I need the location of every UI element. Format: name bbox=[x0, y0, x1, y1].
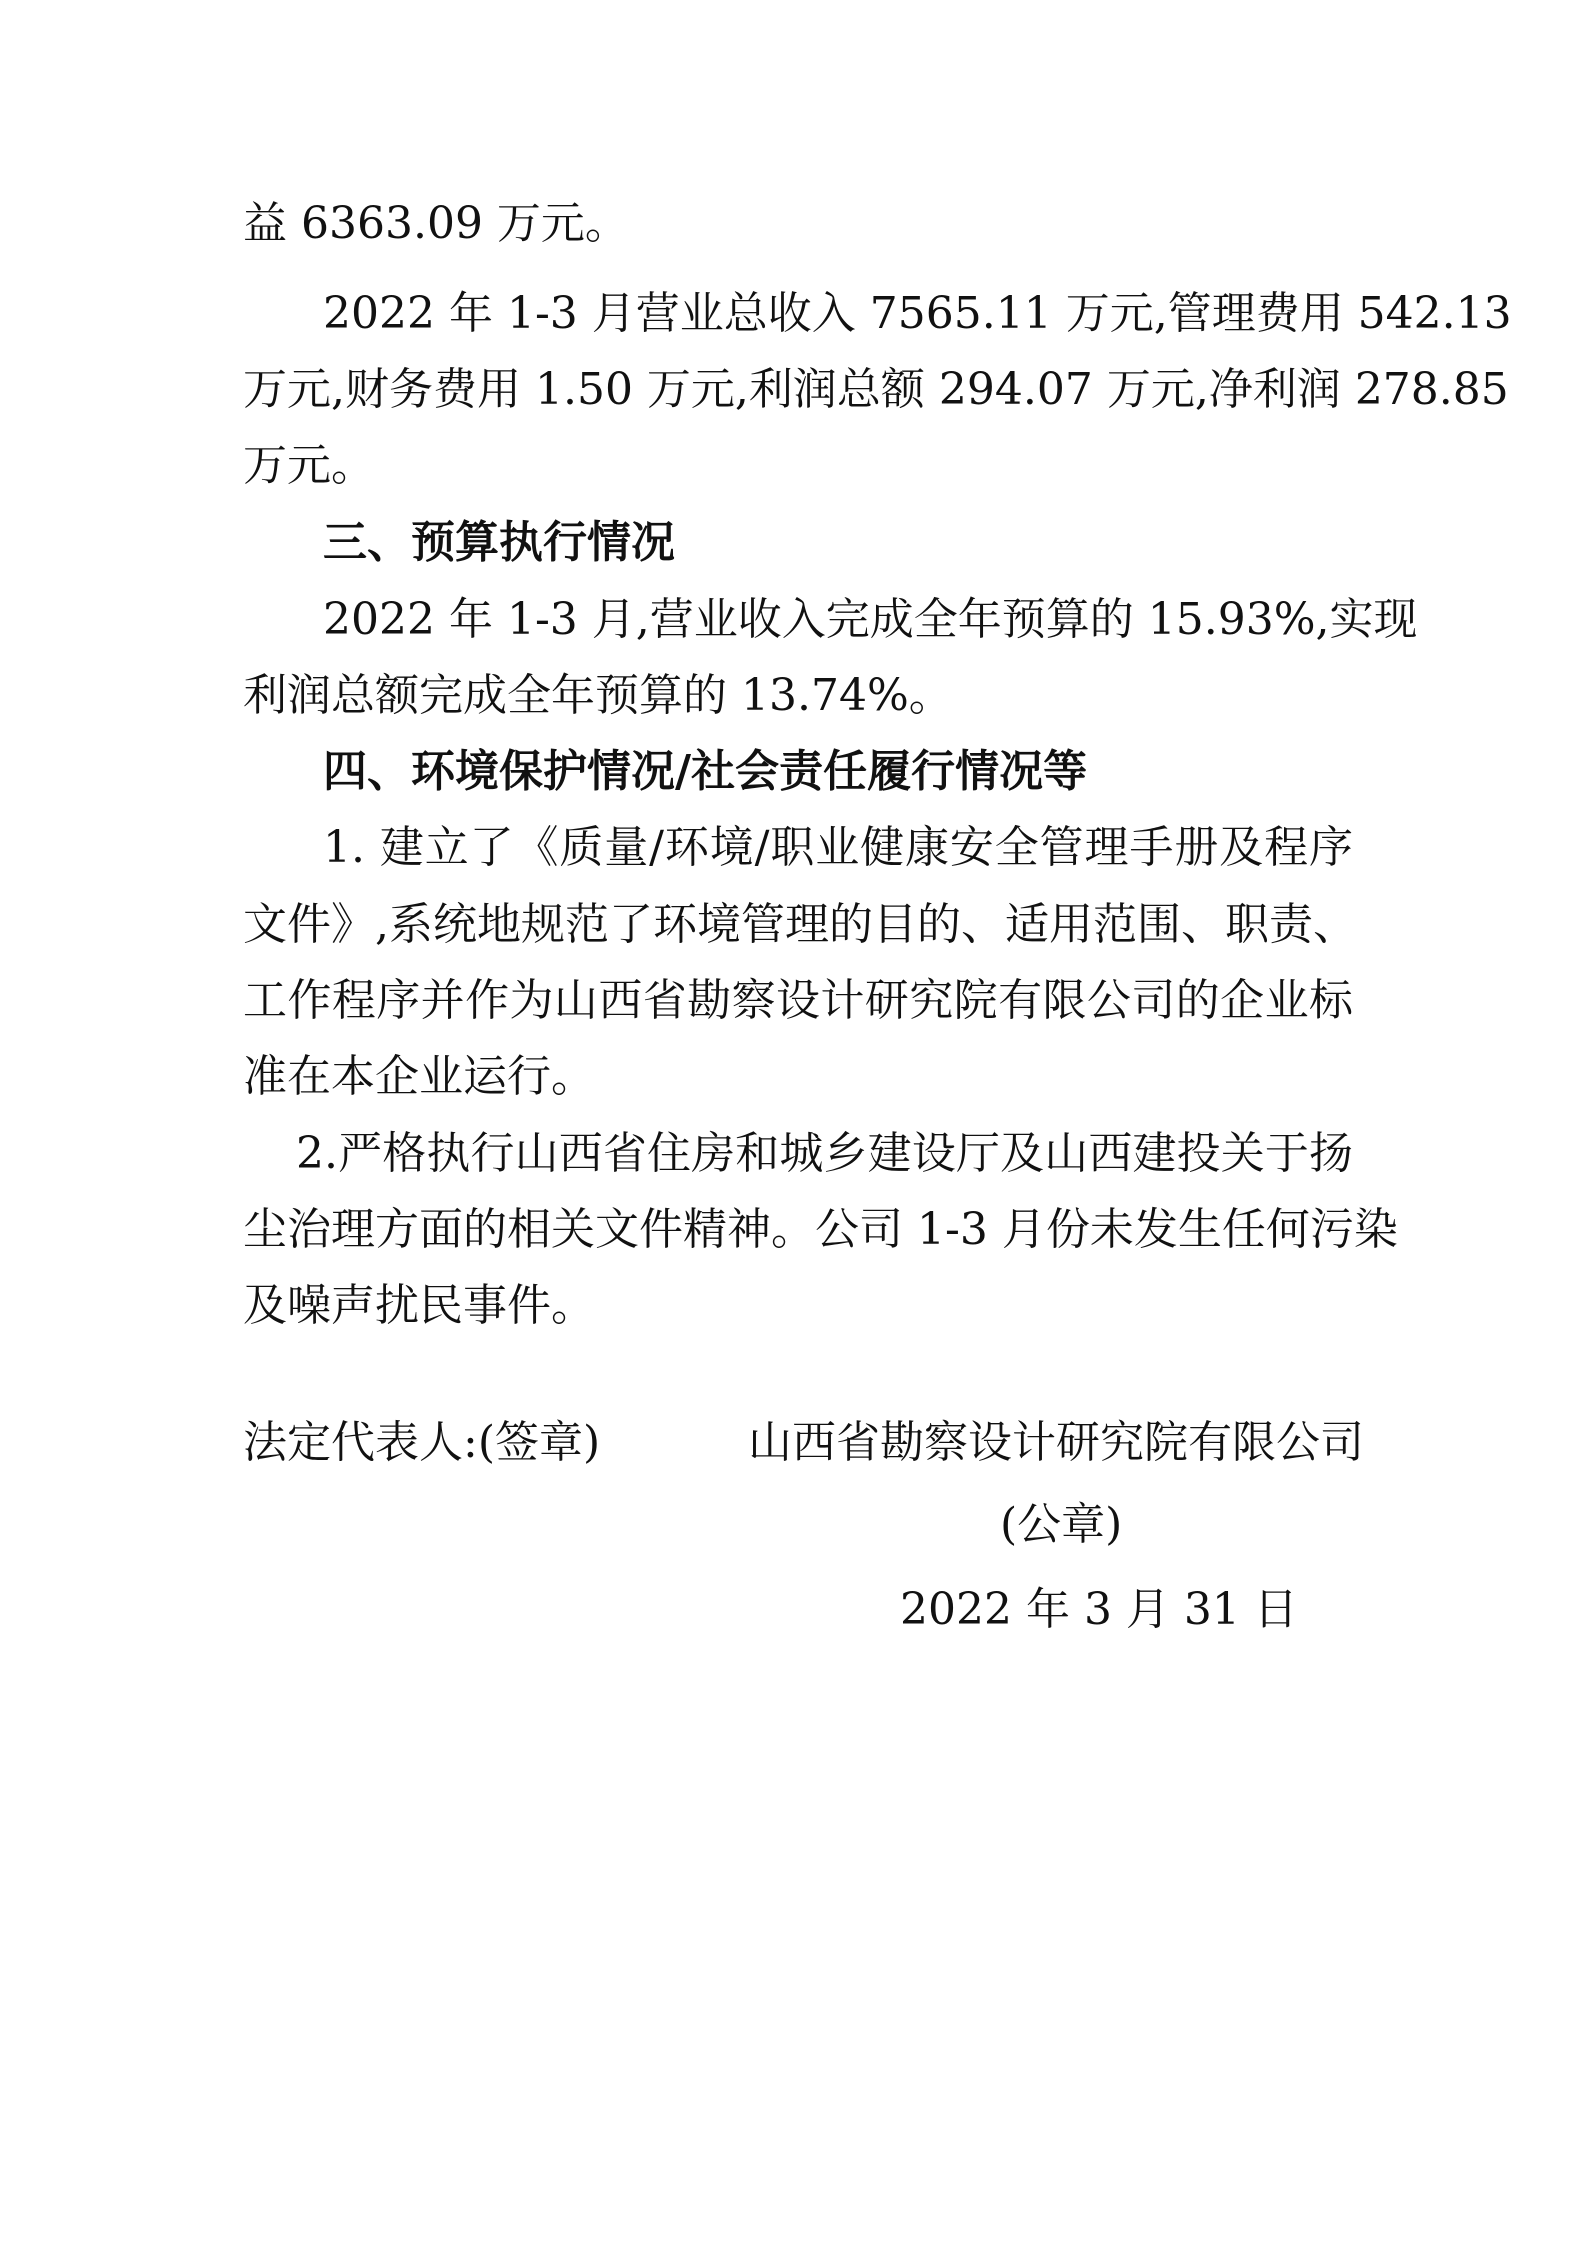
document-date: 2022 年 3 月 31 日 bbox=[900, 1584, 1298, 1635]
company-seal-label: (公章) bbox=[1000, 1499, 1123, 1550]
company-name: 山西省勘察设计研究院有限公司 bbox=[748, 1417, 1364, 1468]
legal-representative-label: 法定代表人:(签章) bbox=[243, 1417, 601, 1468]
paragraph-line: 万元,财务费用 1.50 万元,利润总额 294.07 万元,净利润 278.85 bbox=[243, 364, 1509, 415]
paragraph-line: 利润总额完成全年预算的 13.74%。 bbox=[243, 670, 953, 721]
paragraph-line: 万元。 bbox=[243, 440, 375, 491]
paragraph-line: 2022 年 1-3 月营业总收入 7565.11 万元,管理费用 542.13 bbox=[323, 288, 1512, 339]
paragraph-line: 2.严格执行山西省住房和城乡建设厅及山西建投关于扬 bbox=[296, 1128, 1353, 1179]
paragraph-line: 工作程序并作为山西省勘察设计研究院有限公司的企业标 bbox=[243, 975, 1353, 1026]
paragraph-line: 及噪声扰民事件。 bbox=[243, 1280, 595, 1331]
paragraph-line: 益 6363.09 万元。 bbox=[243, 198, 629, 249]
paragraph-line: 1. 建立了《质量/环境/职业健康安全管理手册及程序 bbox=[323, 822, 1353, 873]
paragraph-line: 2022 年 1-3 月,营业收入完成全年预算的 15.93%,实现 bbox=[323, 594, 1418, 645]
paragraph-line: 文件》,系统地规范了环境管理的目的、适用范围、职责、 bbox=[243, 899, 1357, 950]
section-heading-environment: 四、环境保护情况/社会责任履行情况等 bbox=[323, 746, 1088, 797]
section-heading-budget: 三、预算执行情况 bbox=[323, 517, 675, 568]
paragraph-line: 准在本企业运行。 bbox=[243, 1051, 595, 1102]
paragraph-line: 尘治理方面的相关文件精神。公司 1-3 月份未发生任何污染 bbox=[243, 1204, 1398, 1255]
